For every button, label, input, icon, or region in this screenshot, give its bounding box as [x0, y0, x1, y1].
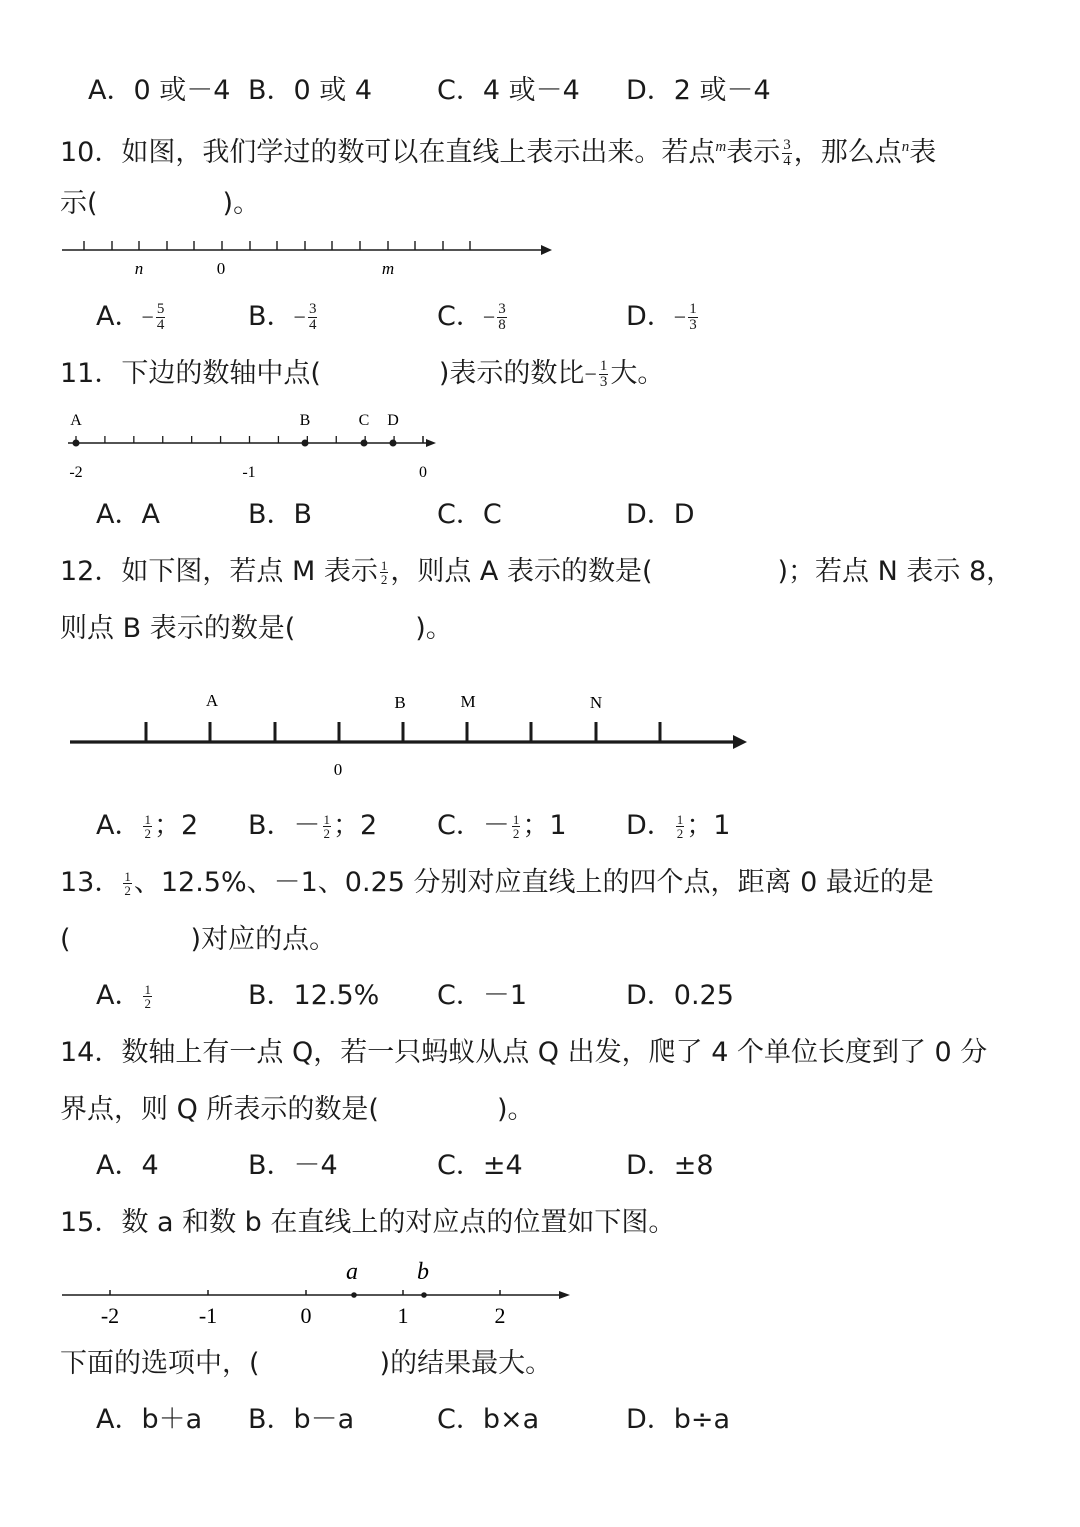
q15-point-b-dot — [421, 1292, 427, 1298]
q12-option-c-fraction — [512, 813, 521, 840]
q12-option-d[interactable] — [626, 809, 730, 843]
q10-option-a-den: 4 — [156, 317, 165, 333]
q11-point-a-dot — [73, 440, 80, 447]
q13-line2-post: )对应的点。 — [190, 924, 337, 955]
q14-option-b[interactable]: B．－4 — [248, 1150, 338, 1181]
q12-option-c-num: 1 — [512, 812, 520, 827]
q13-question-line1 — [60, 866, 934, 900]
q11-fraction — [599, 359, 609, 390]
q13-option-a-fraction — [143, 983, 152, 1010]
q11-tick-0: 0 — [419, 464, 427, 481]
q11-option-c[interactable]: C．C — [437, 499, 502, 530]
q10-question-line2 — [60, 187, 260, 221]
q10-text-post: ，那么点 — [793, 137, 902, 168]
q10-option-a-letter: A． — [96, 301, 142, 332]
q11-frac-num: 1 — [599, 358, 608, 374]
q13-line2-pre: ( — [60, 924, 71, 955]
q14-line2-pre: 界点，则 Q 所表示的数是( — [60, 1094, 379, 1125]
q12-label-b: B — [394, 693, 406, 712]
q14-line2-post: )。 — [496, 1094, 535, 1125]
q13-option-b[interactable]: B．12.5% — [248, 980, 380, 1011]
q13-option-a-num: 1 — [144, 982, 151, 997]
q13-frac-den: 2 — [124, 883, 131, 898]
q11-label-a: A — [70, 412, 82, 429]
q9-option-b[interactable]: B．0 或 4 — [248, 75, 373, 106]
q13-option-a[interactable] — [96, 979, 154, 1013]
q12-option-b-fraction — [323, 813, 332, 840]
q15-label-a: a — [346, 1259, 358, 1285]
q10-option-d-sign: − — [673, 304, 687, 330]
q10-option-d-den: 3 — [689, 317, 697, 333]
q9-option-c[interactable]: C．4 或－4 — [437, 75, 580, 106]
q10-option-d-letter: D． — [626, 301, 674, 332]
q12-option-b[interactable] — [248, 809, 377, 843]
q11-point-d-dot — [390, 440, 397, 447]
q10-fraction — [782, 138, 792, 169]
q12-label-n: N — [589, 693, 603, 712]
q12-option-d-letter: D． — [626, 810, 674, 841]
q13-option-a-den: 2 — [144, 996, 151, 1011]
q10-option-d-num: 1 — [689, 301, 697, 317]
q10-text-tail: 表 — [909, 137, 937, 168]
q10-text-mid: 表示 — [726, 137, 781, 168]
q11-label-d: D — [387, 412, 399, 429]
q10-text-pre: 10．如图，我们学过的数可以在直线上表示出来。若点 — [60, 137, 716, 168]
q12-line2-post: )。 — [415, 613, 453, 644]
q11-number-line — [0, 405, 450, 485]
q9-option-d[interactable]: D．2 或－4 — [626, 75, 771, 106]
q15-number-line — [0, 1255, 580, 1335]
q15-option-c[interactable]: C．b×a — [437, 1404, 540, 1435]
q10-number-line — [0, 228, 560, 288]
q13-option-d[interactable]: D．0.25 — [626, 980, 734, 1011]
q13-option-c[interactable]: C．－1 — [437, 980, 528, 1011]
q12-option-d-fraction — [676, 813, 685, 840]
q12-option-a-fraction — [143, 813, 152, 840]
q12-option-b-num: 1 — [323, 812, 331, 827]
q9-option-a[interactable]: A．0 或－4 — [88, 75, 231, 106]
q12-option-b-rest: ；2 — [333, 810, 378, 841]
q12-option-a[interactable] — [96, 809, 198, 843]
q11-label-c: C — [358, 412, 370, 429]
q15-tick-1: 1 — [397, 1303, 409, 1328]
q10-option-b[interactable] — [248, 300, 319, 335]
q10-point-m: m — [715, 139, 727, 155]
q12-option-d-den: 2 — [676, 826, 684, 841]
q14-question-line1: 14．数轴上有一点 Q，若一只蚂蚁从点 Q 出发，爬了 4 个单位长度到了 0 分 — [60, 1037, 988, 1068]
q11-option-d[interactable]: D．D — [626, 499, 695, 530]
q12-option-b-den: 2 — [323, 826, 331, 841]
q15-question-line1: 15．数 a 和数 b 在直线上的对应点的位置如下图。 — [60, 1207, 676, 1238]
q13-fraction — [123, 870, 132, 897]
q10-axis-label-n: n — [134, 259, 144, 278]
q14-option-a[interactable]: A．4 — [96, 1150, 159, 1181]
q13-question-line2 — [60, 923, 336, 957]
q12-option-c-sign: － — [482, 810, 510, 841]
q15-option-d[interactable]: D．b÷a — [626, 1404, 731, 1435]
q11-text-mid: )表示的数比 — [438, 358, 585, 389]
q11-sign: − — [584, 361, 597, 387]
q10-option-d-fraction — [688, 302, 698, 333]
q15-tick-0: 0 — [300, 1303, 312, 1328]
q15-label-b: b — [417, 1259, 429, 1285]
q12-label-a: A — [205, 691, 219, 710]
q11-option-b[interactable]: B．B — [248, 499, 313, 530]
q14-option-d[interactable]: D．±8 — [626, 1150, 714, 1181]
q10-line2-post: )。 — [222, 188, 261, 219]
q13-option-a-letter: A． — [96, 980, 142, 1011]
q12-option-a-den: 2 — [144, 826, 151, 841]
q12-frac-den: 2 — [380, 572, 388, 587]
q12-line2-pre: 则点 B 表示的数是( — [60, 613, 296, 644]
q10-option-c-letter: C． — [437, 301, 483, 332]
q10-frac-num: 3 — [783, 137, 791, 153]
q10-option-a-num: 5 — [156, 301, 165, 317]
q10-option-c-sign: − — [482, 304, 496, 330]
q15-line2-post: )的结果最大。 — [379, 1348, 553, 1379]
q15-line2-pre: 下面的选项中，( — [60, 1348, 260, 1379]
q10-question-line1 — [60, 130, 936, 170]
q13-frac-num: 1 — [124, 869, 131, 884]
q10-option-b-den: 4 — [308, 317, 317, 333]
q15-tick-neg2: -2 — [100, 1303, 120, 1328]
q12-question-line1 — [60, 555, 1013, 589]
q11-point-c-dot — [361, 440, 368, 447]
q10-axis-label-0: 0 — [216, 259, 226, 278]
q12-option-c-rest: ；1 — [522, 810, 567, 841]
q12-frac-num: 1 — [380, 558, 388, 573]
q12-text-mid2: )；若点 N 表示 8， — [777, 556, 1014, 587]
q11-frac-den: 3 — [599, 374, 608, 390]
q11-tick-neg2: -2 — [69, 464, 83, 481]
q11-label-b: B — [299, 412, 311, 429]
q12-option-c-den: 2 — [512, 826, 520, 841]
q15-question-line2 — [60, 1347, 552, 1381]
q15-option-a[interactable]: A．b＋a — [96, 1404, 203, 1435]
q12-option-a-letter: A． — [96, 810, 142, 841]
q10-frac-den: 4 — [783, 153, 791, 169]
q10-option-b-num: 3 — [308, 301, 317, 317]
q12-text-mid: ，则点 A 表示的数是( — [390, 556, 653, 587]
q12-option-b-letter: B． — [248, 810, 294, 841]
q10-option-a-fraction — [156, 302, 166, 333]
q10-option-c-num: 3 — [498, 301, 506, 317]
q10-axis-label-m: m — [381, 259, 395, 278]
q10-point-n: n — [901, 139, 910, 155]
q13-text-post: 、12.5%、－1、0.25 分别对应直线上的四个点，距离 0 最近的是 — [133, 867, 934, 898]
q10-option-b-fraction — [308, 302, 318, 333]
q14-question-line2 — [60, 1093, 535, 1127]
q12-text-pre: 12．如下图，若点 M 表示 — [60, 556, 378, 587]
q10-line2-pre: 示( — [60, 188, 98, 219]
q11-text-pre: 11．下边的数轴中点( — [60, 358, 321, 389]
q15-tick-neg1: -1 — [198, 1303, 218, 1328]
q11-option-a[interactable]: A．A — [96, 499, 160, 530]
q10-option-b-letter: B． — [248, 301, 294, 332]
q12-question-line2 — [60, 612, 453, 646]
q12-option-d-num: 1 — [676, 812, 684, 827]
q15-tick-2: 2 — [494, 1303, 506, 1328]
q12-number-line — [0, 680, 760, 780]
q10-option-b-sign: − — [293, 304, 306, 330]
q15-option-b[interactable]: B．b－a — [248, 1404, 355, 1435]
q11-question-line — [60, 357, 664, 392]
q12-option-c[interactable] — [437, 809, 567, 843]
q12-option-a-num: 1 — [144, 812, 151, 827]
q12-label-m: M — [460, 692, 476, 711]
q10-option-a-sign: − — [141, 304, 154, 330]
q15-point-a-dot — [351, 1292, 357, 1298]
q13-text-pre: 13． — [60, 867, 122, 898]
q10-option-c-fraction — [497, 302, 507, 333]
q10-option-a[interactable] — [96, 300, 167, 335]
q11-text-post: 大。 — [610, 358, 665, 389]
q11-tick-neg1: -1 — [242, 464, 256, 481]
q10-option-c[interactable] — [437, 300, 509, 335]
q12-option-a-rest: ；2 — [153, 810, 199, 841]
q12-label-zero: 0 — [333, 760, 343, 779]
q11-point-b-dot — [302, 440, 309, 447]
q12-option-d-rest: ；1 — [686, 810, 731, 841]
q12-fraction — [380, 559, 389, 586]
q12-option-c-letter: C． — [437, 810, 483, 841]
q14-option-c[interactable]: C．±4 — [437, 1150, 523, 1181]
q12-option-b-sign: － — [293, 810, 321, 841]
q10-option-d[interactable] — [626, 300, 700, 335]
q10-option-c-den: 8 — [498, 317, 506, 333]
